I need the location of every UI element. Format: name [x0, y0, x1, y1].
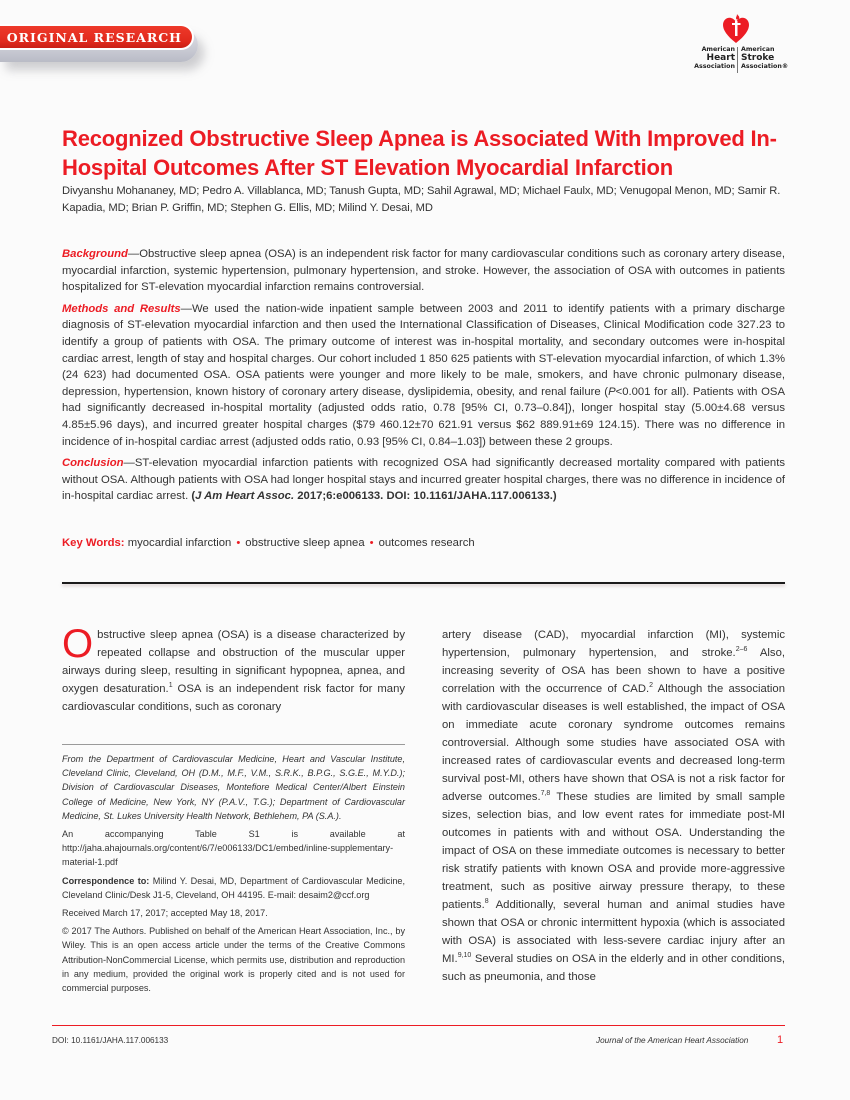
asa-wordmark: American Stroke Association®: [741, 46, 789, 70]
received-dates: Received March 17, 2017; accepted May 18, 2017.: [62, 908, 268, 919]
author-list: Divyanshu Mohananey, MD; Pedro A. Villablanca, MD; Tanush Gupta, MD; Sahil Agrawal, MD; Michael Faulx, MD; Venugopal Menon, MD; Samir R. Kapadia, MD; Brian P. Griffin, MD; Stephen G. Ellis, MD; Milind Y. Desai, MD: [62, 185, 781, 214]
abstract-background: Background—Obstructive sleep apnea (OSA) is an independent risk factor for many cardiovascular conditions such as coronary artery disease, myocardial infarction, systemic hypertension, pulmonary hypertension, and stroke. However, the association of OSA with outcomes in patients hospitalized for ST-elevation myocardial infarction remains controversial.: [62, 248, 785, 294]
keyword-separator: •: [236, 537, 241, 549]
logo-divider: [737, 47, 738, 73]
reference[interactable]: 7,8: [540, 790, 551, 797]
conclusion-heading: Conclusion: [62, 457, 124, 470]
footer-doi: DOI: 10.1161/JAHA.117.006133: [52, 1036, 169, 1045]
abstract: [62, 246, 785, 510]
notes-divider: [62, 744, 405, 745]
aha-wordmark: American Heart Association: [694, 46, 735, 70]
drop-cap: O: [62, 622, 94, 666]
reference[interactable]: 2–6: [735, 646, 748, 653]
reference[interactable]: 1: [168, 682, 173, 689]
correspondence: Correspondence to: Milind Y. Desai, MD, Department of Cardiovascular Medicine, Cleveland Clinic/Desk J1-5, Cleveland, OH 44195. E-mail: desaim2@ccf.org: [62, 875, 406, 900]
body-column-right: artery disease (CAD), myocardial infarction (MI), systemic hypertension, pulmonary hypertension, and stroke.$^{2-6}$ Also, increasing severity of OSA has been shown to have a positive correlation with the occurrence of CAD.$^2$ Although the association with cardiovascular diseases is well established, the impact of OSA on immediate acute coronary syndrome outcomes remains controversial. Although some studies have associated OSA with increased rates of cardiovascular events and decreased long-term survival post-MI, others have shown that OSA is not a risk factor for adverse outcomes.$^{7,8}$ These studies are limited by small sample sizes, selection bias, and low event rates for immediate post-MI outcomes in patients with and without OSA. Understanding the impact of OSA on these immediate outcomes is necessary to better risk stratify patients with known OSA and provide more-aggressive treatment, such as positive airway pressure therapy, to these patients.$^8$ Additionally, several human and animal studies have shown that OSA or chronic intermittent hypoxia (which is associated with OSA) is associated with less-severe cardiac injury after an MI.$^{9,10}$ Several studies on OSA in the elderly and in other conditions, such as pneumonia, and those: [442, 629, 785, 983]
supplement-note[interactable]: An accompanying Table S1 is available at http://jaha.ahajournals.org/content/6/7/e006133/DC1/embed/inline-supplementary-material-1.pdf: [62, 829, 405, 868]
section-divider: [62, 582, 785, 584]
methods-heading: Methods and Results: [62, 302, 181, 315]
heart-torch-icon: [723, 14, 749, 44]
affiliations: From the Department of Cardiovascular Medicine, Heart and Vascular Institute, Cleveland Clinic, Cleveland, OH (D.M., M.F., V.M., S.R.K., B.P.G., S.G.E., M.Y.D.); Division of Cardiovascular Diseases, Montefiore Medical Center/Albert Einstein College of Medicine, New York, NY (P.A.V., T.G.); Department of Cardiovascular Medicine, St. Lukes University Health Network, Bethlehem, PA (S.A.).: [62, 754, 405, 821]
reference[interactable]: 9,10: [457, 952, 472, 959]
article-title: Recognized Obstructive Sleep Apnea is Associated With Improved In-Hospital Outcomes After ST Elevation Myocardial Infarction: [62, 126, 777, 180]
keyword: obstructive sleep apnea: [245, 537, 365, 549]
article-notes: [62, 752, 405, 999]
page-number: 1: [777, 1034, 784, 1046]
abstract-methods: Methods and Results—We used the nation-wide inpatient sample between 2003 and 2011 to identify patients with a primary discharge diagnosis of ST-elevation myocardial infarction and then used the International Classification of Diseases, Clinical Modification code 327.23 to identify a group of patients with OSA. The primary outcome of interest was in-hospital mortality, and secondary outcomes were in-hospital cardiac arrest, length of stay and hospital charges. Our cohort included 1 850 625 patients with ST-elevation myocardial infarction, of which 1.3% (24 623) had documented OSA. OSA patients were younger and more likely to be male, smokers, and have chronic pulmonary disease, depression, hypertension, known history of coronary artery disease, dyslipidemia, obesity, and renal failure (P<0.001 for all). Patients with OSA had significantly decreased in-hospital mortality (adjusted odds ratio, 0.78 [95% CI, 0.73–0.84]), longer hospital stay (5.00±4.68 versus 4.85±5.96 days), and incurred greater hospital charges ($79 460.12±70 621.91 versus $62 889.91±69 124.15). There was no difference in incidence of in-hospital cardiac arrest (adjusted odds ratio, 0.93 [95% CI, 0.84–1.03]) between these 2 groups.: [62, 302, 786, 448]
keyword-separator: •: [369, 537, 374, 549]
aha-asa-logo: [685, 14, 790, 74]
keywords: [62, 537, 475, 549]
footer-rule: [52, 1025, 785, 1026]
keywords-label: Key Words:: [62, 537, 125, 549]
keyword: myocardial infarction: [127, 537, 232, 549]
keyword: outcomes research: [378, 537, 475, 549]
body-column-left: Obstructive sleep apnea (OSA) is a disease characterized by repeated collapse and obstruction of the muscular upper airways during sleep, resulting in significant hypopnea, apnea, and oxygen desaturation.$^1$ OSA is an independent risk factor for many cardiovascular conditions, such as coronary: [62, 622, 405, 713]
abstract-conclusion: Conclusion—ST-elevation myocardial infarction patients with recognized OSA had significantly decreased mortality compared with patients without OSA. Although patients with OSA had longer hospital stays and incurred greater hospital charges, there was no difference in incidence of in-hospital cardiac arrest. (J Am Heart Assoc. 2017;6:e006133. DOI: 10.1161/JAHA.117.006133.): [62, 457, 785, 503]
reference[interactable]: 8: [484, 898, 489, 905]
reference[interactable]: 2: [649, 682, 654, 689]
copyright: © 2017 The Authors. Published on behalf of the American Heart Association, Inc., by Wiley. This is an open access article under the terms of the Creative Commons Attribution-NonCommercial License, which permits use, distribution and reproduction in any medium, provided the original work is properly cited and is not used for commercial purposes.: [62, 926, 405, 994]
citation: (J Am Heart Assoc. 2017;6:e006133. DOI: 10.1161/JAHA.117.006133.): [191, 490, 557, 503]
background-heading: Background: [62, 248, 128, 260]
footer-journal-name: Journal of the American Heart Association: [596, 1036, 749, 1045]
article-type-label: ORIGINAL RESEARCH: [6, 29, 182, 45]
article-type-banner: [0, 24, 194, 50]
